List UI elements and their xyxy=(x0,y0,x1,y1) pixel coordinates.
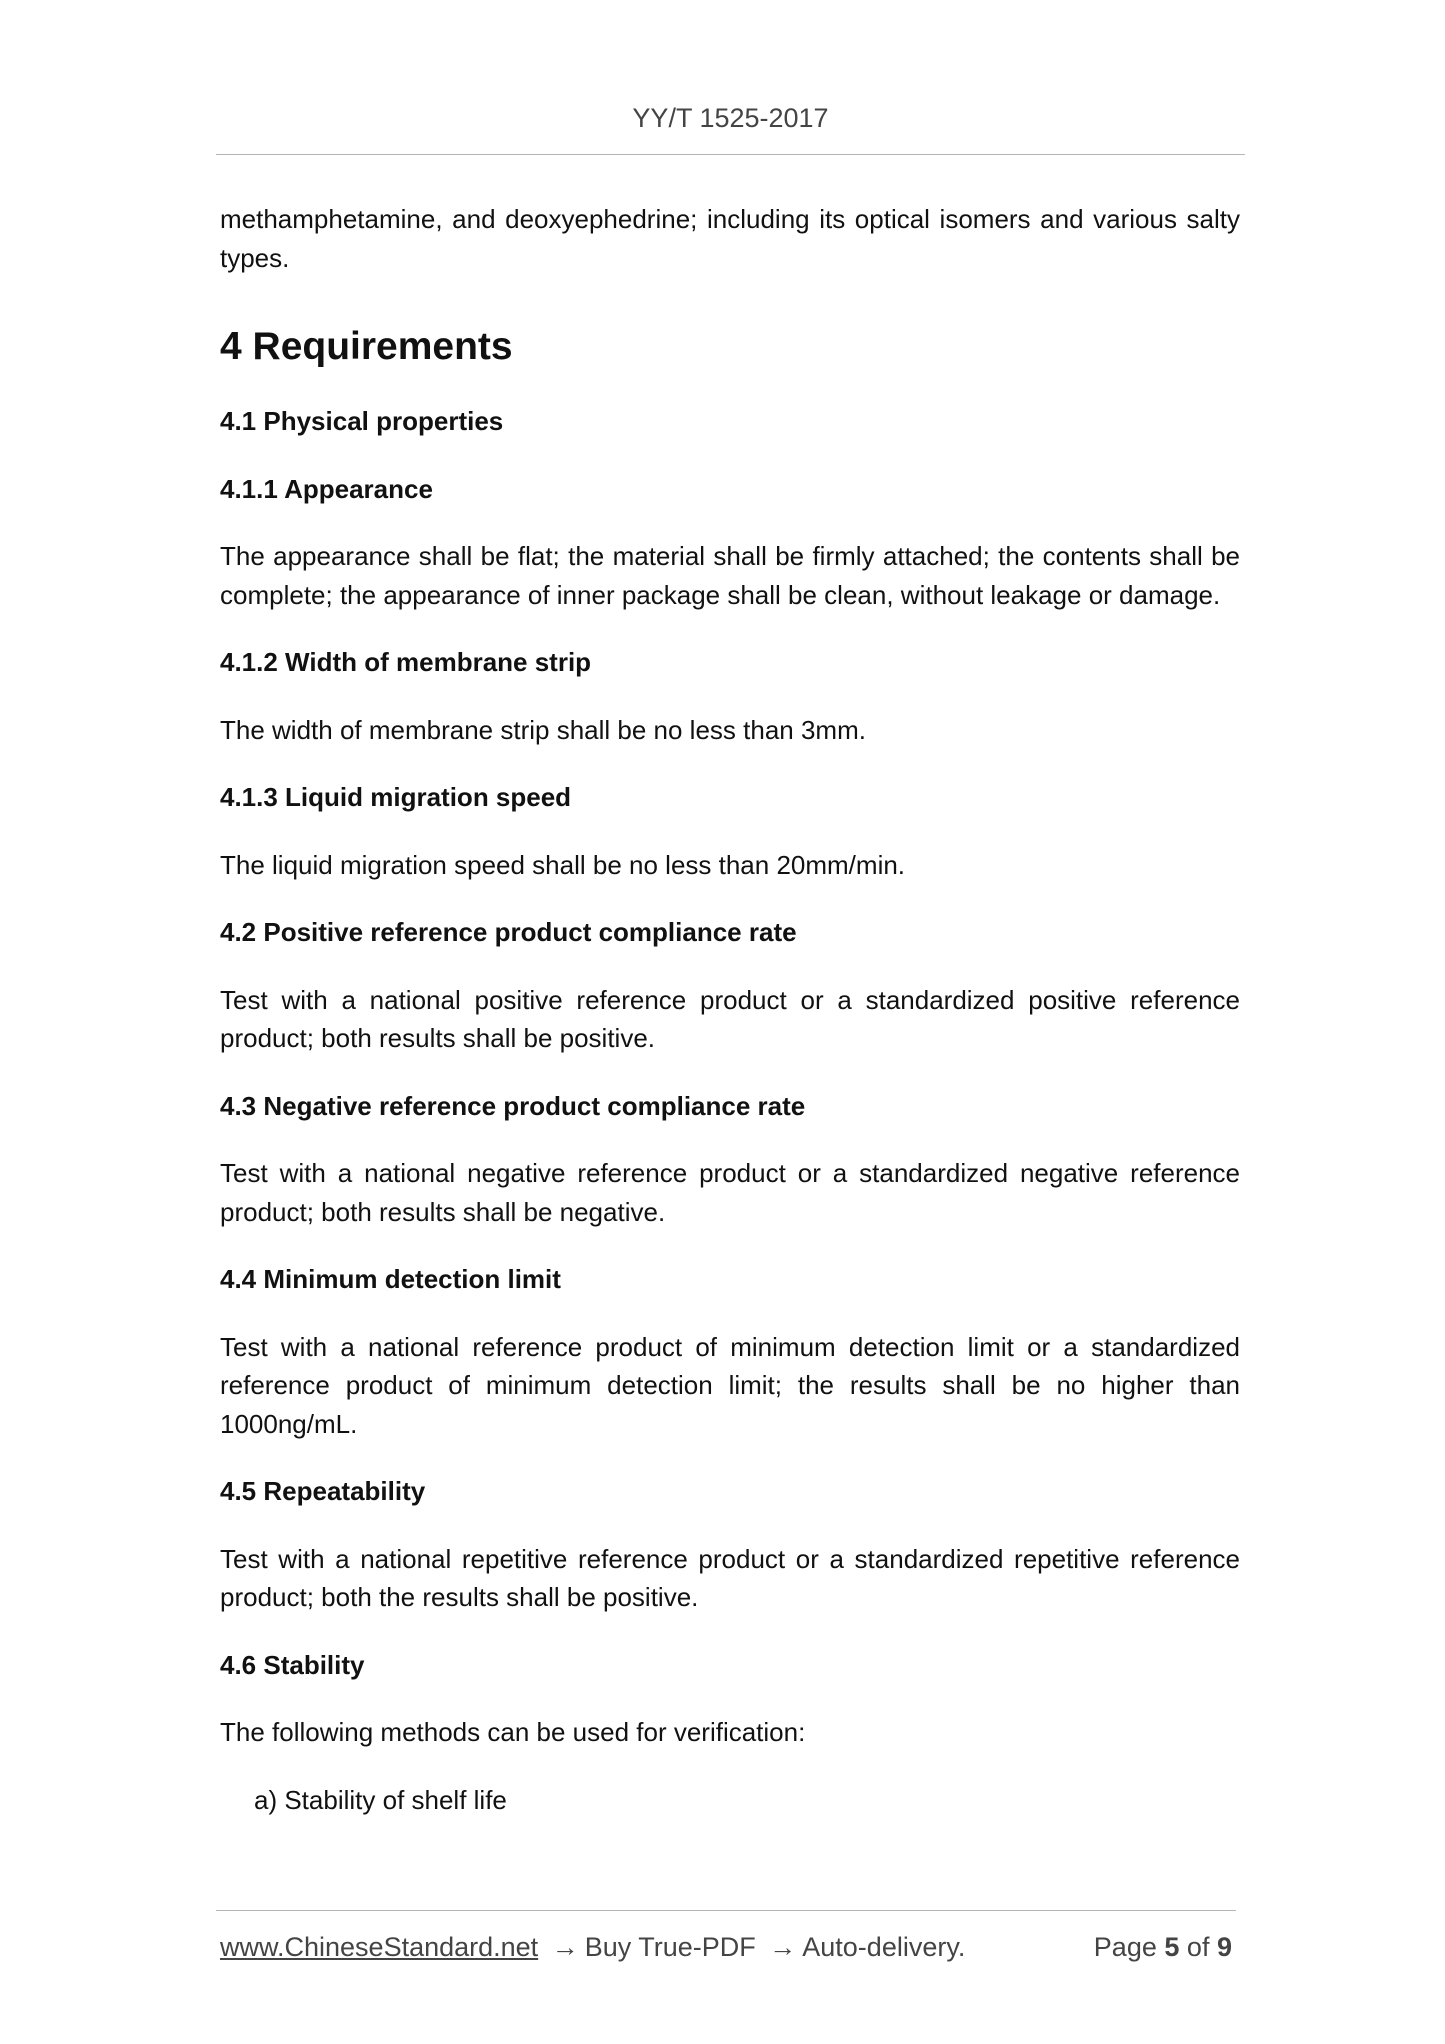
arrow-right-icon: → xyxy=(769,1932,797,1962)
section-4-1-1-heading: 4.1.1 Appearance xyxy=(220,473,433,504)
page-current: 5 xyxy=(1164,1932,1180,1962)
buy-pdf-text: Buy True-PDF xyxy=(584,1932,756,1962)
of-word: of xyxy=(1186,1932,1210,1962)
section-4-2-text: Test with a national positive reference product or a standardized positive reference product; both results shall be positive. xyxy=(220,984,1240,1053)
section-4-1-heading: 4.1 Physical properties xyxy=(220,406,504,436)
section-4-3-heading: 4.3 Negative reference product compliance rate xyxy=(220,1090,806,1121)
section-4-3-text: Test with a national negative reference product or a standardized negative reference product; both results shall be negative. xyxy=(220,1158,1240,1227)
page-number xyxy=(1094,1932,1232,1963)
auto-delivery-text: Auto-delivery. xyxy=(802,1932,966,1962)
section-4-1-3-text: The liquid migration speed shall be no less than 20mm/min. xyxy=(220,849,906,880)
section-4-6-text: The following methods can be used for verification: xyxy=(220,1717,806,1747)
section-4-heading: 4 Requirements xyxy=(220,325,513,368)
footer-divider xyxy=(216,1910,1236,1911)
section-4-1-3-heading: 4.1.3 Liquid migration speed xyxy=(220,782,572,812)
intro-paragraph: methamphetamine, and deoxyephedrine; including its optical isomers and various salty types. xyxy=(220,204,1240,273)
section-4-1-2-heading: 4.1.2 Width of membrane strip xyxy=(220,647,592,677)
page-footer xyxy=(220,1932,1232,1963)
section-4-1-2-text: The width of membrane strip shall be no less than 3mm. xyxy=(220,714,866,745)
section-4-1-1-text: The appearance shall be flat; the material shall be firmly attached; the contents shall be complete; the appearance of inner package shall be clean, without leakage or damage. xyxy=(220,541,1240,610)
section-4-2-heading: 4.2 Positive reference product compliance rate xyxy=(220,917,797,947)
section-4-5-text: Test with a national repetitive reference product or a standardized repetitive reference product; both the results shall be positive. xyxy=(220,1543,1240,1612)
section-4-4-text: Test with a national reference product of minimum detection limit or a standardized reference product of minimum detection limit; the results shall be no higher than 1000ng/mL. xyxy=(220,1331,1240,1439)
document-body xyxy=(220,200,1240,1819)
header-divider xyxy=(216,154,1245,155)
page-word: Page xyxy=(1093,1932,1157,1962)
page-total: 9 xyxy=(1216,1932,1232,1962)
section-4-5-heading: 4.5 Repeatability xyxy=(220,1476,426,1506)
list-item: a) Stability of shelf life xyxy=(254,1784,507,1815)
website-link[interactable]: www.ChineseStandard.net xyxy=(220,1932,539,1962)
arrow-right-icon: → xyxy=(551,1932,579,1962)
section-4-4-heading: 4.4 Minimum detection limit xyxy=(220,1264,561,1294)
section-4-6-heading: 4.6 Stability xyxy=(220,1649,365,1680)
document-header: YY/T 1525-2017 xyxy=(632,103,829,133)
footer-promo xyxy=(220,1932,965,1963)
